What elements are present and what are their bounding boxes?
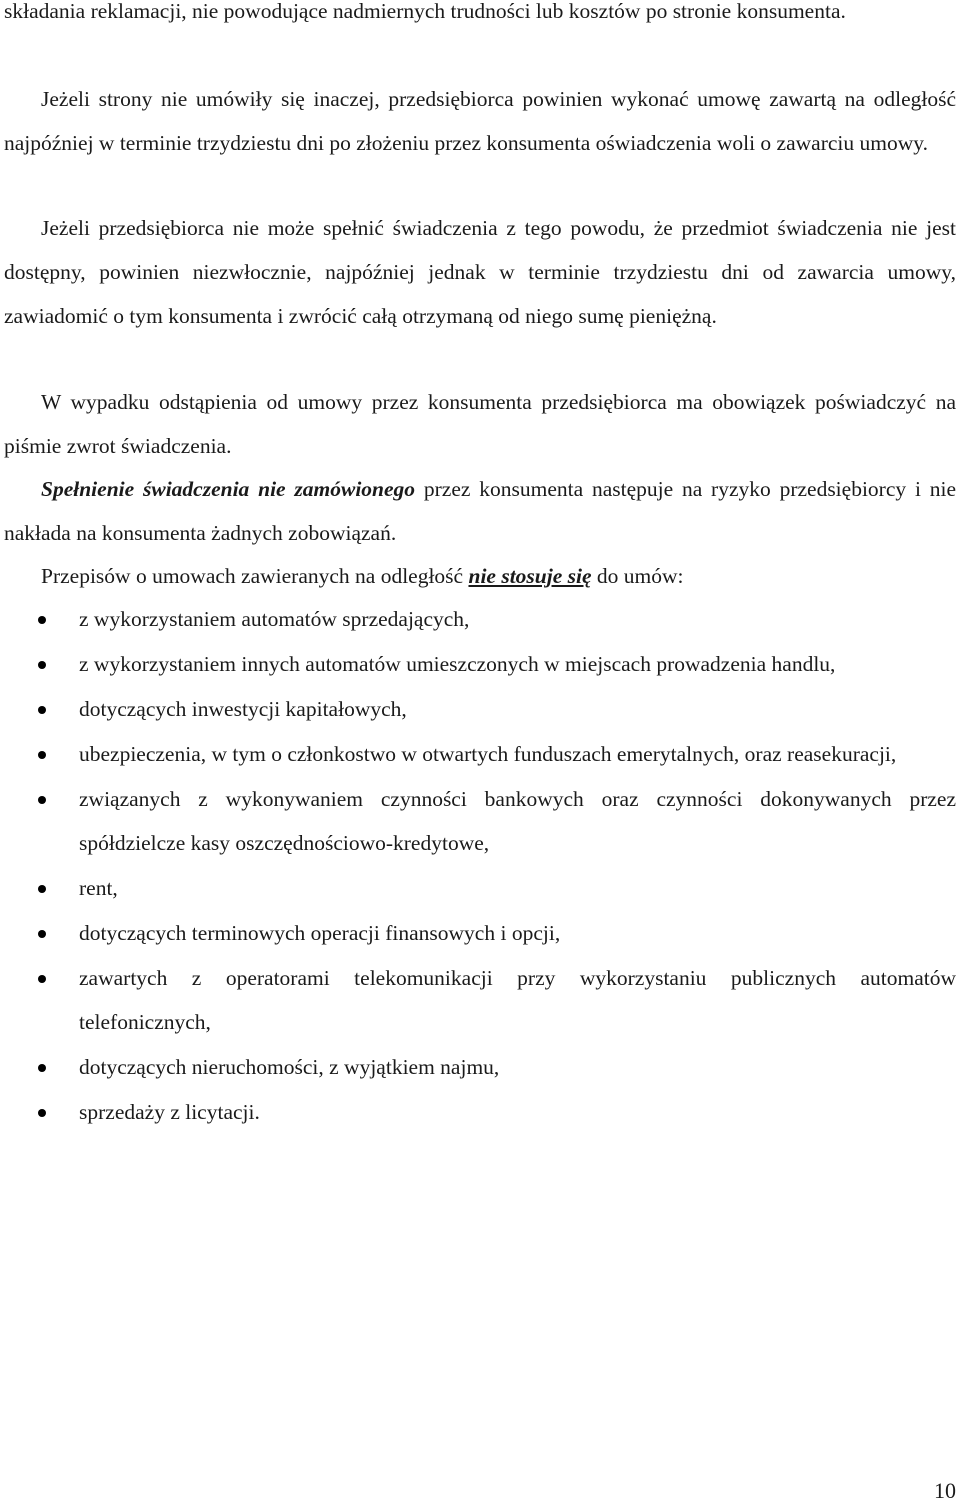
- paragraph-unsolicited-performance: [4, 467, 956, 555]
- unsolicited-rest: przez konsumenta następuje na ryzyko przedsiębiorcy i nie nakłada na konsumenta żadnych zobowiązań.: [4, 477, 956, 545]
- bullet-icon: [38, 975, 46, 983]
- exclusions-emphasis: nie stosuje się: [468, 564, 592, 588]
- list-item-text: dotyczących inwestycji kapitałowych,: [79, 697, 407, 721]
- list-item-text: z wykorzystaniem innych automatów umieszczonych w miejscach prowadzenia handlu,: [79, 652, 836, 676]
- list-item: [0, 866, 956, 910]
- bullet-icon: [38, 751, 46, 759]
- list-item: [0, 642, 956, 686]
- bullet-icon: [38, 796, 46, 804]
- list-item-text: dotyczących terminowych operacji finansowych i opcji,: [79, 921, 561, 945]
- list-item-text: rent,: [79, 876, 118, 900]
- bullet-icon: [38, 706, 46, 714]
- list-item-text: dotyczących nieruchomości, z wyjątkiem najmu,: [79, 1055, 500, 1079]
- list-item-text: związanych z wykonywaniem czynności bankowych oraz czynności dokonywanych przez spółdzielcze kasy oszczędnościowo-kredytowe,: [79, 787, 956, 855]
- paragraph-complaint-continuation: składania reklamacji, nie powodujące nadmiernych trudności lub kosztów po stronie konsumenta.: [4, 0, 846, 23]
- list-item: [0, 732, 956, 776]
- unsolicited-emphasis: Spełnienie świadczenia nie zamówionego: [41, 477, 416, 501]
- paragraph-withdrawal: W wypadku odstąpienia od umowy przez konsumenta przedsiębiorca ma obowiązek poświadczyć na piśmie zwrot świadczenia.: [4, 390, 956, 458]
- paragraph-performance-deadline: Jeżeli strony nie umówiły się inaczej, przedsiębiorca powinien wykonać umowę zawartą na odległość najpóźniej w terminie trzydziestu dni po złożeniu przez konsumenta oświadczenia woli o zawarciu umowy.: [4, 87, 956, 155]
- exclusions-intro-before: Przepisów o umowach zawieranych na odległość: [41, 564, 469, 588]
- bullet-icon: [38, 1064, 46, 1072]
- list-item: [0, 911, 956, 955]
- list-item-text: ubezpieczenia, w tym o członkostwo w otwartych funduszach emerytalnych, oraz reasekuracji,: [79, 742, 897, 766]
- bullet-icon: [38, 661, 46, 669]
- bullet-icon: [38, 930, 46, 938]
- page-number: 10: [934, 1478, 956, 1503]
- list-item: [0, 1045, 956, 1089]
- list-item-text: z wykorzystaniem automatów sprzedających,: [79, 607, 470, 631]
- bullet-icon: [38, 885, 46, 893]
- list-item: [0, 597, 956, 641]
- paragraph-unavailable-goods: Jeżeli przedsiębiorca nie może spełnić świadczenia z tego powodu, że przedmiot świadczenia nie jest dostępny, powinien niezwłocznie, najpóźniej jednak w terminie trzydziestu dni od zawarcia umowy, zawiadomić o tym konsumenta i zwrócić całą otrzymaną od niego sumę pieniężną.: [4, 216, 956, 328]
- list-item: [0, 687, 956, 731]
- exclusions-intro-after: do umów:: [591, 564, 684, 588]
- bullet-icon: [38, 1109, 46, 1117]
- list-item-text: zawartych z operatorami telekomunikacji przy wykorzystaniu publicznych automatów telefonicznych,: [79, 966, 956, 1034]
- list-item: [0, 956, 956, 1044]
- list-item: [0, 777, 956, 865]
- paragraph-exclusions-intro: [4, 554, 956, 598]
- list-item-text: sprzedaży z licytacji.: [79, 1100, 260, 1124]
- list-item: [0, 1090, 956, 1134]
- bullet-icon: [38, 616, 46, 624]
- exclusions-list: [0, 597, 960, 1135]
